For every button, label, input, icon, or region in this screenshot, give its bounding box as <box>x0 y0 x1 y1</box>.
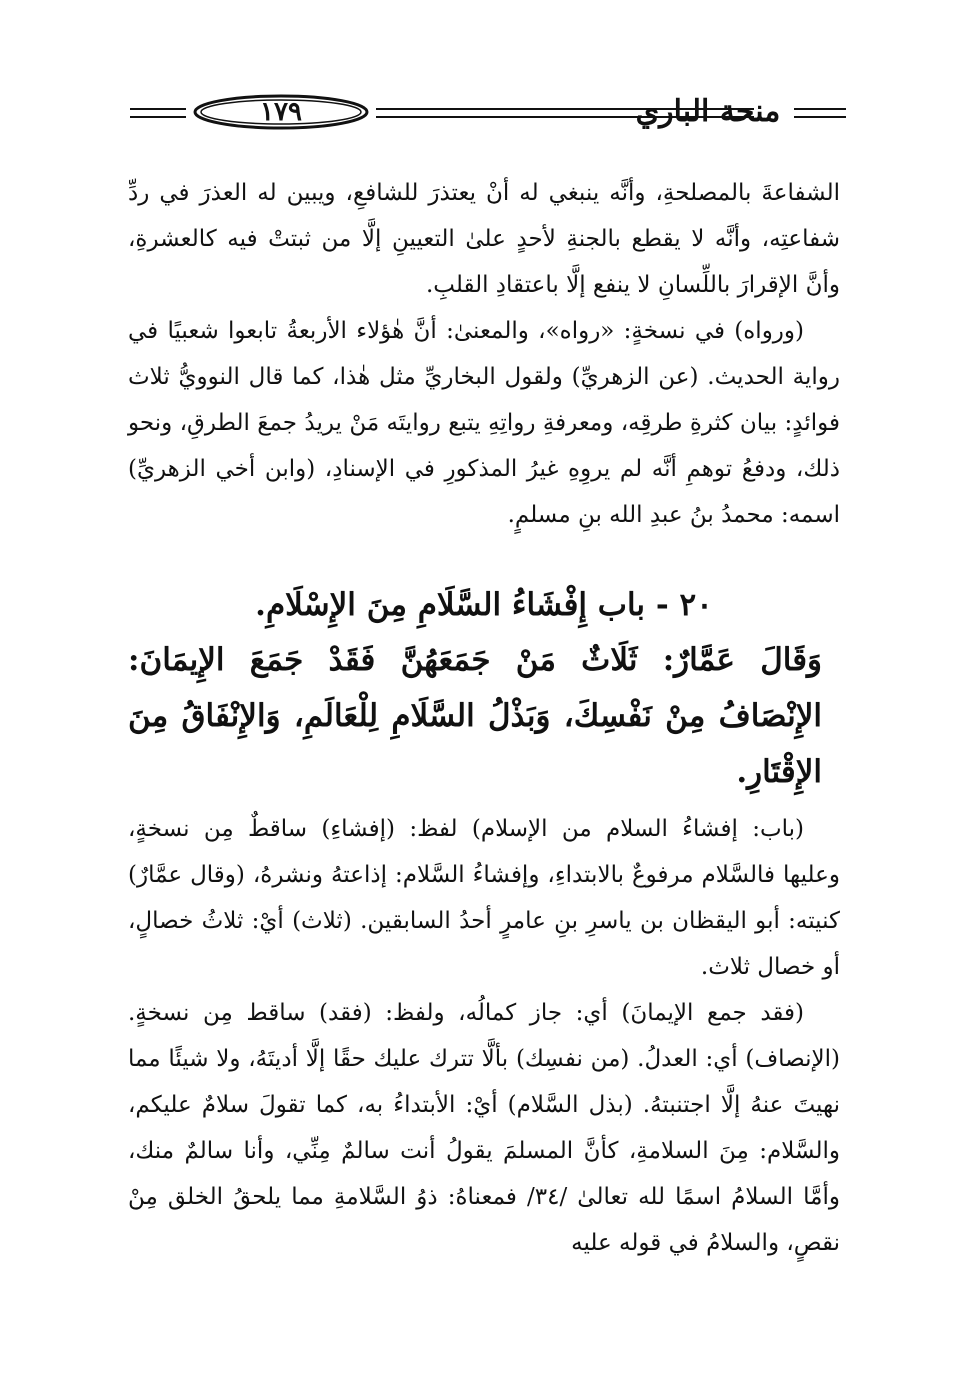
page-body <box>128 170 840 1266</box>
running-book-title: منحة الباري <box>635 94 781 129</box>
chapter-heading: ٢٠ - باب إِفْشَاءُ السَّلَامِ مِنَ الإِسْلَامِ. <box>255 587 713 623</box>
paragraph-continuation: الشفاعةَ بالمصلحةِ، وأنَّه ينبغي له أنْ يعتذرَ للشافعِ، ويبين له العذرَ في ردِّ شفاعتِه، وأنَّه لا يقطع بالجنةِ لأحدٍ علىٰ التعيينِ إلَّا من ثبتتْ فيه كالعشرةِ، وأنَّ الإقرارَ باللِّسانِ لا ينفع إلَّا باعتقادِ القلبِ. <box>128 180 840 298</box>
page-number: ١٧٩ <box>260 97 302 127</box>
paragraph-riwayah: (ورواه) في نسخةٍ: «رواه»، والمعنىٰ: أنَّ هٰؤلاء الأربعةُ تابعوا شعبيًا في رواية الحديث. (عن الزهريِّ) ولقول البخاريِّ مثل هٰذا، كما قال النوويُّ ثلاث فوائدٍ: بيان كثرةِ طرقِه، ومعرفةِ رواتِهِ يتبع روايتَه مَنْ يريدُ جمعَ الطرقِ، ونحو ذلك، ودفعُ توهمِ أنَّه لم يروِهِ غيرُ المذكورِ في الإسنادِ، (وابن أخي الزهريِّ) اسمه: محمدُ بنُ عبدِ الله بنِ مسلمٍ. <box>128 318 840 528</box>
hadith-text: وَقَالَ عَمَّارٌ: ثَلَاثٌ مَنْ جَمَعَهُنَّ فَقَدْ جَمَعَ الإِيمَانَ: الإِنْصَافُ مِنْ نَفْسِكَ، وَبَذْلُ السَّلَامِ لِلْعَالَمِ، وَالإِنْفَاقُ مِنَ الإِقْتَارِ. <box>128 642 822 790</box>
paragraph-commentary-iman: (فقد جمع الإيمانَ) أي: جاز كمالُه، ولفظ: (فقد) ساقط مِن نسخةٍ. (الإنصاف) أي: العدلُ. (من نفسِك) بألَّا تترك عليك حقًا إلَّا أديتَهُ، ولا شيئًا مما نهيتَ عنهُ إلَّا اجتنبتهُ. (بذل السَّلام) أيْ: الأبتداءُ به، كما تقولَ سلامٌ عليكم، والسَّلام: مِنَ السلامةِ، كأنَّ المسلمَ يقولُ أنت سالمٌ مِنِّي، وأنا سالمٌ منك، وأمَّا السلامُ اسمًا لله تعالىٰ /٣٤/ فمعناهُ: ذوُ السَّلامةِ مما يلحقُ الخلق مِنْ نقصٍ، والسلامُ في قوله عليه <box>128 1000 840 1256</box>
page-header <box>130 92 846 144</box>
header-rule-right <box>794 108 846 118</box>
header-rule-left <box>130 108 186 118</box>
paragraph-commentary-bab: (باب: إفشاءُ السلام من الإسلام) لفظ: (إفشاءِ) ساقطٌ مِن نسخةٍ، وعليها فالسَّلام مرفوعٌ بالابتداءِ، وإفشاءُ السَّلام: إذاعتهُ ونشرهُ، (وقال عمَّارٌ) كنيته: أبو اليقظان بن ياسرِ بنِ عامرٍ أحدُ السابقين. (ثلاث) أيْ: ثلاثُ خصالٍ، أو خصال ثلاث. <box>128 816 840 980</box>
